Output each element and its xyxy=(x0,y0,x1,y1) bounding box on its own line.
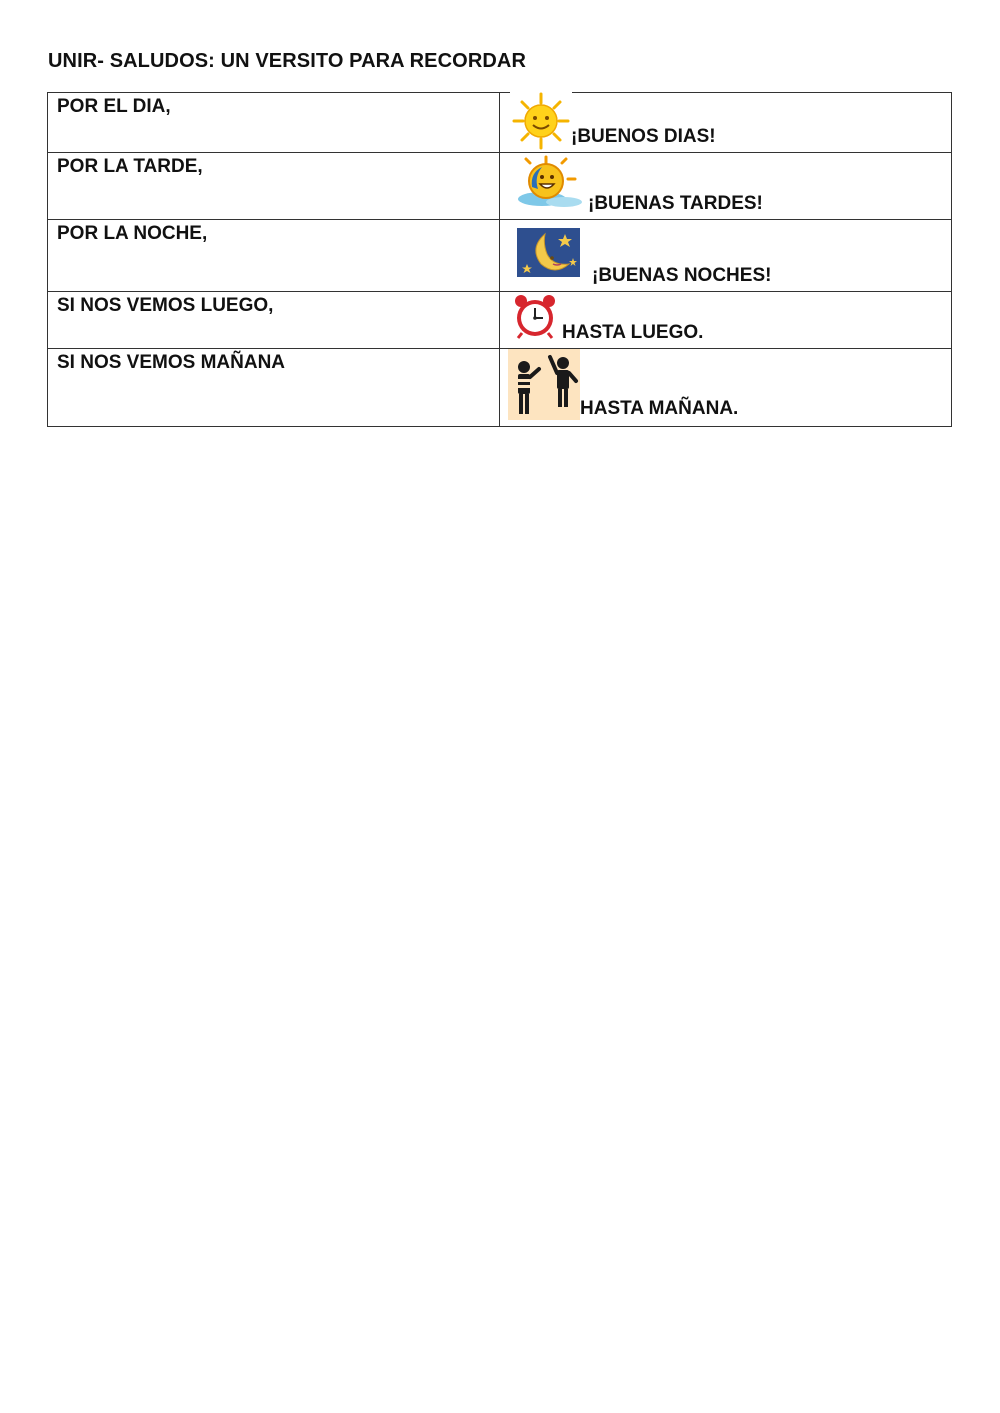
prompt-text: POR LA NOCHE, xyxy=(57,223,208,244)
table-row xyxy=(48,292,952,349)
prompt-cell xyxy=(48,153,500,220)
prompt-text: SI NOS VEMOS MAÑANA xyxy=(57,352,286,373)
alarm-clock-icon xyxy=(512,293,558,339)
afternoon-sun-icon xyxy=(512,155,588,213)
prompt-text: SI NOS VEMOS LUEGO, xyxy=(57,295,274,316)
waving-people-icon xyxy=(508,349,580,420)
prompt-cell xyxy=(48,220,500,292)
page-title: UNIR- SALUDOS: UN VERSITO PARA RECORDAR xyxy=(48,50,526,72)
prompt-text: POR EL DIA, xyxy=(57,96,171,117)
moon-icon xyxy=(517,228,580,277)
prompt-text: POR LA TARDE, xyxy=(57,156,203,177)
answer-text: HASTA MAÑANA. xyxy=(580,398,739,419)
answer-text: HASTA LUEGO. xyxy=(562,322,704,343)
table-row xyxy=(48,153,952,220)
table-row xyxy=(48,220,952,292)
table-row xyxy=(48,93,952,153)
table-row xyxy=(48,349,952,427)
answer-text: ¡BUENAS TARDES! xyxy=(588,193,763,214)
answer-text: ¡BUENOS DIAS! xyxy=(571,126,716,147)
answer-cell xyxy=(500,349,952,427)
prompt-cell xyxy=(48,349,500,427)
answer-cell xyxy=(500,220,952,292)
sun-icon xyxy=(510,91,572,151)
prompt-cell xyxy=(48,292,500,349)
answer-text: ¡BUENAS NOCHES! xyxy=(592,265,772,286)
answer-cell xyxy=(500,93,952,153)
answer-cell xyxy=(500,153,952,220)
greetings-table xyxy=(47,92,952,427)
answer-cell xyxy=(500,292,952,349)
prompt-cell xyxy=(48,93,500,153)
